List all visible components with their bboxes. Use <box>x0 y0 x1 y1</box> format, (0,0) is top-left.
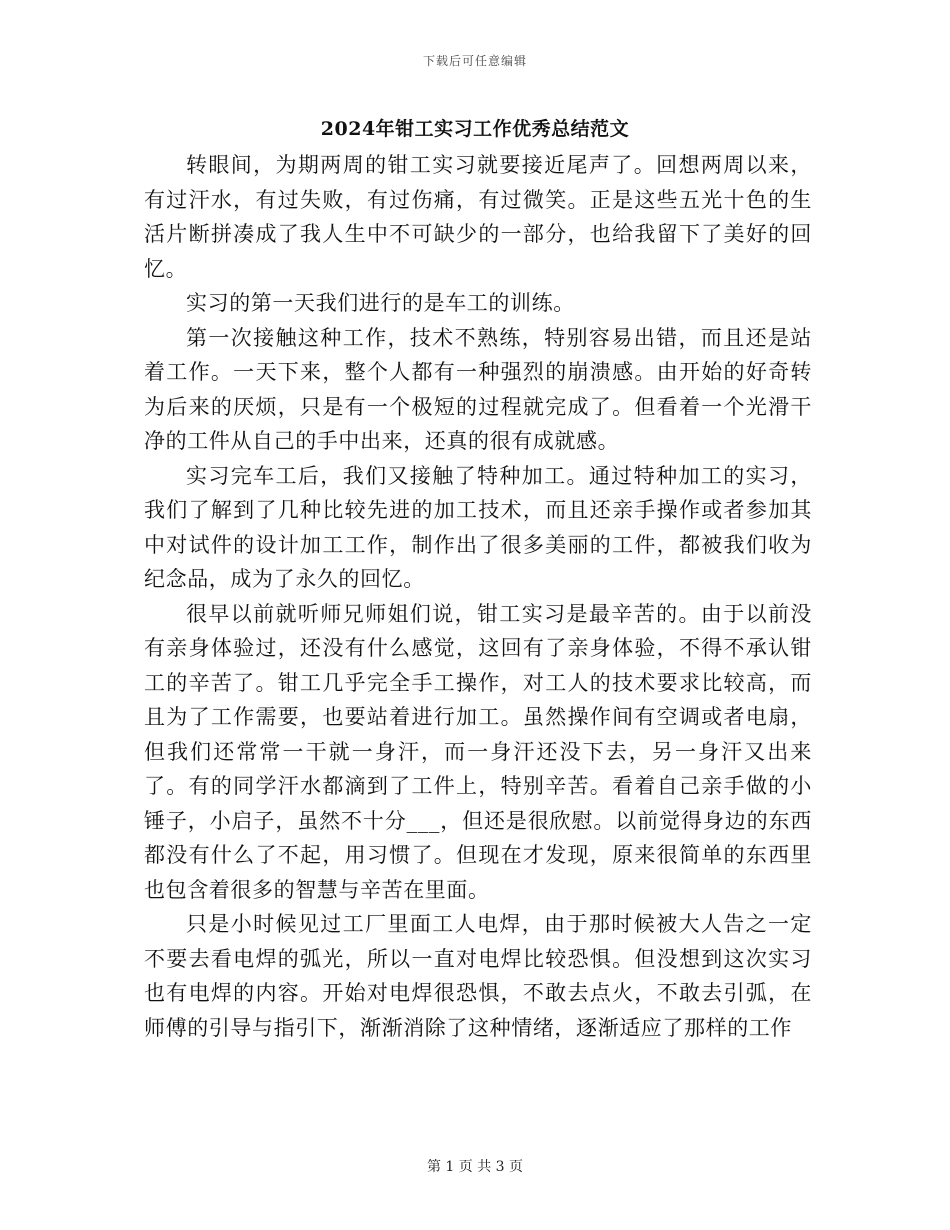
paragraph: 转眼间，为期两周的钳工实习就要接近尾声了。回想两周以来，有过汗水，有过失败，有过伤痛，有过微笑。正是这些五光十色的生活片断拼凑成了我人生中不可缺少的一部分，也给我留下了美好的回忆。 <box>144 153 812 281</box>
page-header-note: 下载后可任意编辑 <box>422 54 527 68</box>
paragraph: 很早以前就听师兄师姐们说，钳工实习是最辛苦的。由于以前没有亲身体验过，还没有什么感觉，这回有了亲身体验，不得不承认钳工的辛苦了。钳工几乎完全手工操作，对工人的技术要求比较高，而且为了工作需要，也要站着进行加工。虽然操作间有空调或者电扇，但我们还常常一干就一身汗，而一身汗还没下去，另一身汗又出来了。有的同学汗水都滴到了工件上，特别辛苦。看着自己亲手做的小锤子，小启子，虽然不十分___，但还是很欣慰。以前觉得身边的东西都没有什么了不起，用习惯了。但现在才发现，原来很简单的东西里也包含着很多的智慧与辛苦在里面。 <box>144 601 812 902</box>
paragraph: 实习完车工后，我们又接触了特种加工。通过特种加工的实习，我们了解到了几种比较先进的加工技术，而且还亲手操作或者参加其中对试件的设计加工工作，制作出了很多美丽的工件，都被我们收为纪念品，成为了永久的回忆。 <box>144 463 812 591</box>
document-title: 2024年钳工实习工作优秀总结范文 <box>320 118 630 140</box>
paragraph: 只是小时候见过工厂里面工人电焊，由于那时候被大人告之一定不要去看电焊的弧光，所以一直对电焊比较恐惧。但没想到这次实习也有电焊的内容。开始对电焊很恐惧，不敢去点火，不敢去引弧，在师傅的引导与指引下，渐渐消除了这种情绪，逐渐适应了那样的工作 <box>144 912 812 1040</box>
paragraph: 实习的第一天我们进行的是车工的训练。 <box>186 291 575 315</box>
paragraph: 第一次接触这种工作，技术不熟练，特别容易出错，而且还是站着工作。一天下来，整个人都有一种强烈的崩溃感。由开始的好奇转为后来的厌烦，只是有一个极短的过程就完成了。但看着一个光滑干净的工件从自己的手中出来，还真的很有成就感。 <box>144 325 812 453</box>
document-body <box>144 148 812 1045</box>
page-number-footer: 第 1 页 共 3 页 <box>426 1159 524 1175</box>
